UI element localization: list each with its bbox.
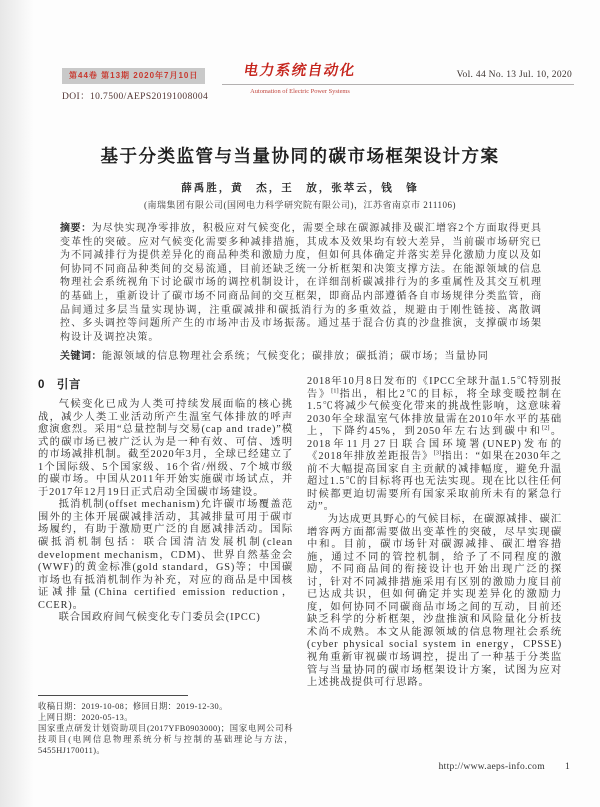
footnote-block bbox=[38, 695, 293, 756]
footnote-line: 国家重点研发计划资助项目(2017YFB0903000)；国家电网公司科技项目(电网信息物理系统分析与控制的基础理论与方法，5455HJ170011)。 bbox=[38, 724, 293, 755]
volume-info: Vol. 44 No. 13 Jul. 10, 2020 bbox=[456, 70, 572, 80]
section-title: 引言 bbox=[56, 379, 81, 391]
abstract-label: 摘要： bbox=[60, 223, 92, 234]
body-paragraph: 为达成更具野心的气候目标，在碳源减排、碳汇增容两方面都需要做出变革性的突破，尽早实现碳中和。目前，碳市场针对碳源减排、碳汇增容措施，通过不同的管控机制，给予了不同程度的激励，不同商品间的衔接设计也开始出现广泛的探讨，针对不同减排措施采用有区别的激励力度目前已达成共识，但如何确定并实现差异化的激励力度，如何协同不同碳商品市场之间的互动，目前还缺乏科学的分析框架，沙盘推演和风险量化分析技术尚不成熟。本文从能源领域的信息物理社会系统(cyber physical social system in energy，CPSSE)视角重新审视碳市场调控，提出了一种基于分类监管与当量协同的碳市场框架设计方案，试图为应对上述挑战提供可行思路。 bbox=[307, 514, 562, 689]
body-columns bbox=[38, 376, 562, 756]
body-paragraph: 联合国政府间气候变化专门委员会(IPCC) bbox=[58, 612, 261, 624]
section-heading bbox=[38, 376, 293, 392]
paper-title: 基于分类监管与当量协同的碳市场框架设计方案 bbox=[100, 146, 500, 166]
footer-url: http://www.aeps-info.com bbox=[438, 762, 545, 772]
left-column bbox=[38, 376, 293, 756]
journal-name-en: Automation of Electric Power Systems bbox=[246, 88, 354, 95]
footnote-divider bbox=[38, 695, 188, 696]
abstract-text: 为尽快实现净零排放，积极应对气候变化，需要全球在碳源减排及碳汇增容2个方面取得更具变革性的突破。应对气候变化需要多种减排措施，其成本及效果均有较大差异，当前碳市场研究已为不同减排行为提供差异化的商品种类和激励力度，但如何具体确定并落实差异化激励力度以及如何协同不同商品种类间的交易流通，目前还缺乏统一分析框架和决策支撑方法。在能源领域的信息物理社会系统视角下讨论碳市场的调控机制设计，在详细剖析碳减排行为的多重属性及其交互机理的基础上，重新设计了碳市场不同商品间的交互框架，即商品内部遵循各自市场规律分类监管，商品间通过多层当量实现协调，注重碳减排和碳抵消行为的多重效益，规避由于刚性链接、离散调控、多头调控等问题所产生的市场冲击及市场振荡。通过基于混合仿真的沙盘推演，支撑碳市场架构设计及调控决策。 bbox=[60, 223, 542, 343]
page-number: 1 bbox=[564, 762, 570, 772]
keywords-label: 关键词： bbox=[60, 351, 102, 362]
abstract-block bbox=[60, 222, 542, 344]
issue-info-box: 第44卷 第13期 2020年7月10日 bbox=[62, 68, 205, 84]
section-number: 0 bbox=[38, 379, 45, 391]
body-paragraph: 抵消机制(offset mechanism)允许碳市场覆盖范围外的主体开展碳减排活动，其减排量可用于碳市场履约，有助于激励更广泛的自愿减排活动。国际碳抵消机制包括：联合国清洁发展机制(clean development mechanism，CDM)、世界自然基金会(WWF)的黄金标准(gold standard，GS)等；中国碳市场也有抵消机制作为补充，对应的商品是中国核证减排量(China certified emission reduction，CCER)。 bbox=[38, 499, 293, 611]
journal-name-cn: 电力系统自动化 bbox=[242, 63, 358, 79]
footnote-line: 上网日期：2020-05-13。 bbox=[38, 713, 133, 722]
affiliation-line: (南瑞集团有限公司(国网电力科学研究院有限公司)，江苏省南京市 211106) bbox=[143, 200, 457, 210]
footnote-line: 收稿日期：2019-10-08；修回日期：2019-12-30。 bbox=[38, 702, 228, 711]
body-paragraph: 气候变化已成为人类可持续发展面临的核心挑战，减少人类工业活动所产生温室气体排放的呼声愈演愈烈。采用“总量控制与交易(cap and trade)”模式的碳市场已被广泛认为是一种有效、可信、透明的市场减排机制。截至2020年3月，全球已经建立了1个国际级、5个国家级、16个省/州级、7个城市级的碳市场。中国从2011年开始实施碳市场试点，并于2017年12月19日正式启动全国碳市场建设。 bbox=[38, 399, 293, 498]
keywords-block bbox=[60, 347, 542, 362]
authors-line: 薛禹胜，黄 杰，王 放，张萃云，钱 锋 bbox=[181, 183, 419, 194]
body-paragraph: 2018年10月8日发布的《IPCC全球升温1.5℃特别报告》[1]指出，相比2℃的目标，将全球变暖控制在1.5℃将减少气候变化带来的挑战性影响，这意味着2030年全球温室气体排放量需在2010年水平的基础上，下降约45%，到2050年左右达到碳中和[2]。2018年11月27日联合国环境署(UNEP)发布的《2018年排放差距报告》[3]指出：“如果在2030年之前不大幅提高国家自主贡献的减排幅度，避免升温超过1.5℃的目标将再也无法实现。现在比以往任何时候都更迫切需要所有国家采取前所未有的紧急行动”。 bbox=[307, 376, 562, 513]
page-footer bbox=[38, 762, 570, 772]
journal-logo bbox=[225, 59, 375, 98]
keywords-text: 能源领域的信息物理社会系统；气候变化；碳排放；碳抵消；碳市场；当量协同 bbox=[102, 351, 489, 362]
doi-text: DOI：10.7500/AEPS20191008004 bbox=[62, 92, 209, 102]
right-column bbox=[307, 376, 562, 756]
